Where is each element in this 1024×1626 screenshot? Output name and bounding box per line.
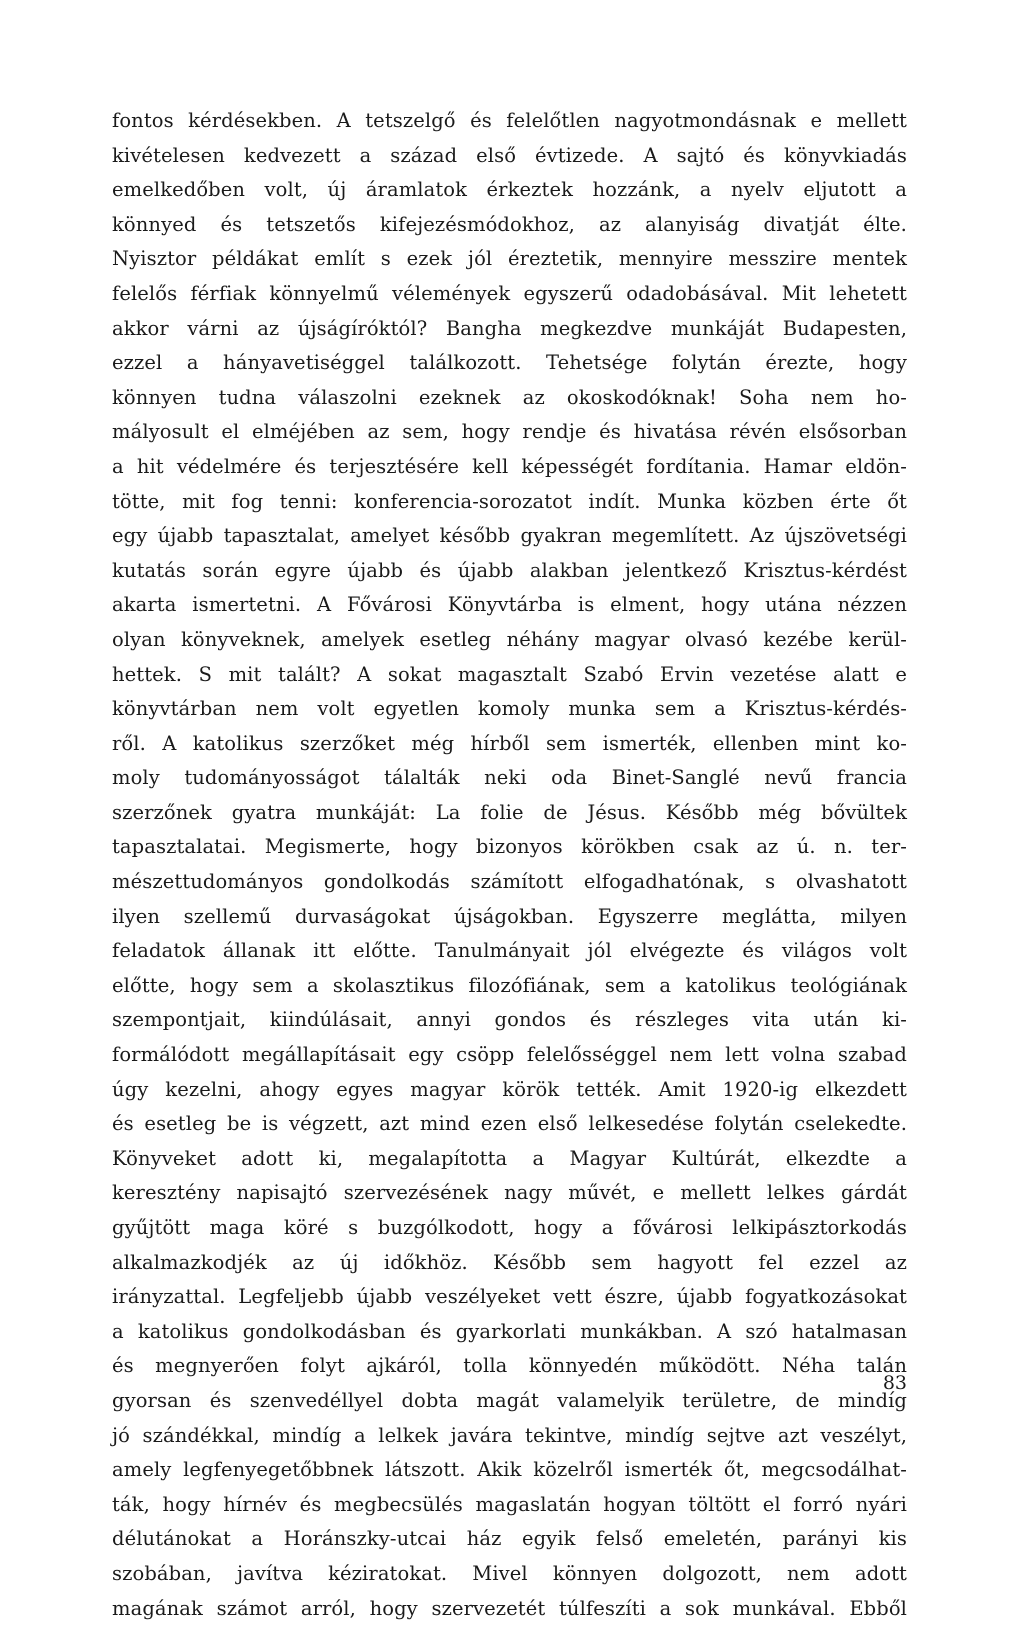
text-line: ezzel a hányavetiséggel találkozott. Tehetsége folytán érezte, hogy (112, 351, 907, 375)
text-line: délutánokat a Horánszky-utcai ház egyik felső emeletén, parányi kis (112, 1527, 907, 1551)
text-line: a katolikus gondolkodásban és gyarkorlati munkákban. A szó hatalmasan (112, 1319, 907, 1343)
text-line: szempontjait, kiindúlásait, annyi gondos és részleges vita után ki- (112, 1008, 907, 1032)
text-line: felelős férfiak könnyelmű vélemények egyszerű odadobásával. Mit lehetett (112, 281, 907, 305)
text-line: fontos kérdésekben. A tetszelgő és felelőtlen nagyotmondásnak e mellett (112, 109, 907, 132)
text-line: előtte, hogy sem a skolasztikus filozófiának, sem a katolikus teológiának (112, 973, 907, 997)
text-line: emelkedőben volt, új áramlatok érkeztek hozzánk, a nyelv eljutott a (112, 178, 907, 202)
text-line: hettek. S mit talált? A sokat magasztalt Szabó Ervin vezetése alatt e (112, 662, 907, 686)
body-text (112, 104, 907, 1626)
text-line: mályosult el elméjében az sem, hogy rendje és hivatása révén elsősorban (112, 420, 907, 444)
text-line: ilyen szellemű durvaságokat újságokban. Egyszerre meglátta, milyen (112, 904, 907, 928)
text-line: alkalmazkodjék az új időkhöz. Később sem hagyott fel ezzel az (112, 1250, 907, 1274)
text-line: könnyen tudna válaszolni ezeknek az okoskodóknak! Soha nem ho- (112, 385, 907, 409)
text-line: kutatás során egyre újabb és újabb alakban jelentkező Krisztus-kérdést (112, 558, 907, 582)
text-line: magának számot arról, hogy szervezetét túlfeszíti a sok munkával. Ebből (112, 1596, 907, 1620)
text-line: egy újabb tapasztalat, amelyet később gyakran megemlített. Az újszövetségi (112, 524, 907, 548)
text-line: akarta ismertetni. A Fővárosi Könyvtárba is elment, hogy utána nézzen (112, 593, 907, 617)
text-line: gyorsan és szenvedéllyel dobta magát valamelyik területre, de mindíg (112, 1388, 907, 1412)
text-line: ről. A katolikus szerzőket még hírből sem ismerték, ellenben mint ko- (112, 731, 907, 755)
text-line: tapasztalatai. Megismerte, hogy bizonyos körökben csak az ú. n. ter- (112, 835, 907, 859)
text-line: ták, hogy hírnév és megbecsülés magaslatán hogyan töltött el forró nyári (112, 1492, 907, 1516)
text-line: úgy kezelni, ahogy egyes magyar körök tették. Amit 1920-ig elkezdett (112, 1077, 907, 1101)
text-line: feladatok állanak itt előtte. Tanulmányait jól elvégezte és világos volt (112, 939, 907, 963)
text-line: Könyveket adott ki, megalapította a Magyar Kultúrát, elkezdte a (112, 1146, 907, 1170)
text-line: tötte, mit fog tenni: konferencia-sorozatot indít. Munka közben érte őt (112, 489, 907, 513)
text-line: és esetleg be is végzett, azt mind ezen első lelkesedése folytán cselekedte. (112, 1112, 907, 1136)
text-line: amely legfenyegetőbbnek látszott. Akik közelről ismerték őt, megcsodálhat- (112, 1458, 907, 1482)
text-line: szobában, javítva kéziratokat. Mivel könnyen dolgozott, nem adott (112, 1561, 907, 1585)
text-line: irányzattal. Legfeljebb újabb veszélyeket vett észre, újabb fogyatkozásokat (112, 1285, 907, 1309)
text-line: mészettudományos gondolkodás számított elfogadhatónak, s olvashatott (112, 870, 907, 894)
text-line: moly tudományosságot tálalták neki oda Binet-Sanglé nevű francia (112, 766, 907, 790)
text-line: szerzőnek gyatra munkáját: La folie de Jésus. Később még bővültek (112, 800, 907, 824)
text-line: olyan könyveknek, amelyek esetleg néhány magyar olvasó kezébe kerül- (112, 627, 907, 651)
text-line: formálódott megállapításait egy csöpp felelősséggel nem lett volna szabad (112, 1043, 907, 1067)
text-line: Nyisztor példákat említ s ezek jól éreztetik, mennyire messzire mentek (112, 247, 907, 271)
text-line: akkor várni az újságíróktól? Bangha megkezdve munkáját Budapesten, (112, 316, 907, 340)
text-line: a hit védelmére és terjesztésére kell képességét fordítania. Hamar eldön- (112, 454, 907, 478)
text-line: könnyed és tetszetős kifejezésmódokhoz, az alanyiság divatját élte. (112, 212, 907, 236)
text-line: kivételesen kedvezett a század első évtizede. A sajtó és könyvkiadás (112, 143, 907, 167)
text-line: jó szándékkal, mindíg a lelkek javára tekintve, mindíg sejtve azt veszélyt, (112, 1423, 907, 1447)
text-line: könyvtárban nem volt egyetlen komoly munka sem a Krisztus-kérdés- (112, 697, 907, 721)
text-line: keresztény napisajtó szervezésének nagy művét, e mellett lelkes gárdát (112, 1181, 907, 1205)
text-line: gyűjtött maga köré s buzgólkodott, hogy a fővárosi lelkipásztorkodás (112, 1216, 907, 1239)
page-number: 83 (882, 1372, 907, 1394)
text-line: és megnyerően folyt ajkáról, tolla könnyedén működött. Néha talán (112, 1354, 907, 1378)
